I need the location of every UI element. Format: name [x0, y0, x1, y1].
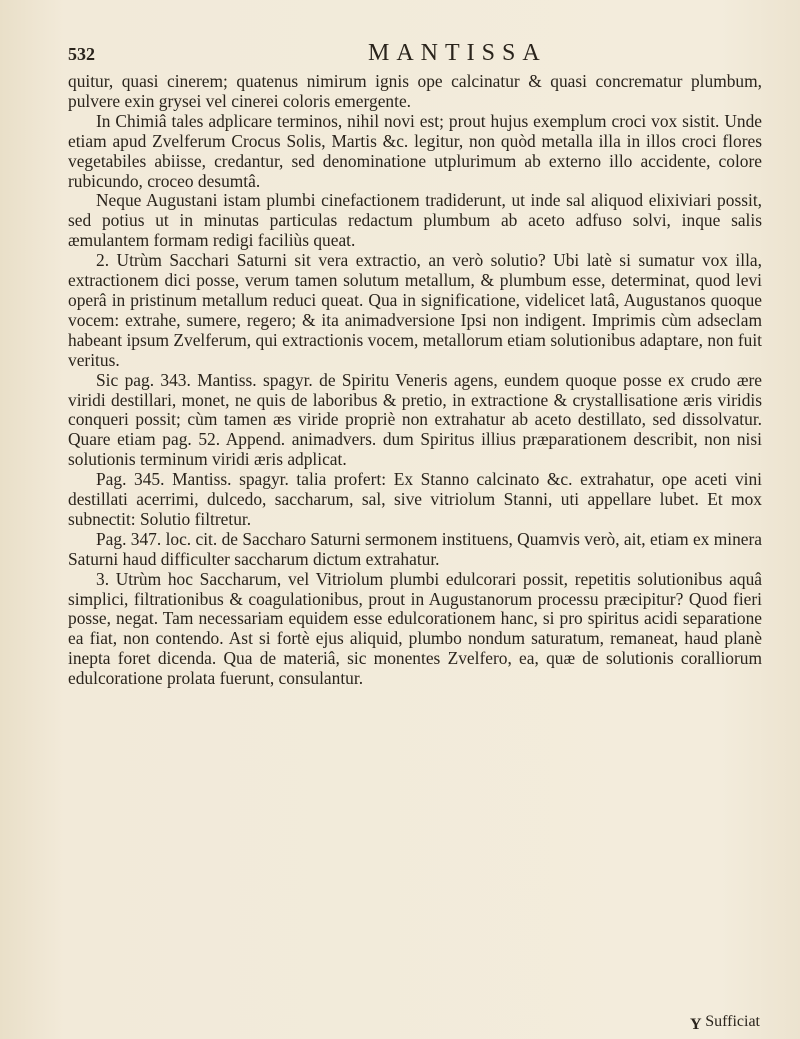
- paragraph-8: 3. Utrùm hoc Saccharum, vel Vitriolum plumbi edulcorari possit, repetitis solutionibus aquâ simplici, filtrationibus & coagulationibus, prout in Augustanorum processu præcipitur? Quod fieri posse, negat. Tam necessariam equidem esse edulcorationem hanc, si pro spiritus acidi separatione ea fiat, non contendo. Ast si fortè ejus aliquid, plumbo nondum saturatum, remaneat, haud planè inepta foret dicenda. Qua de materiâ, sic monentes Zvelfero, ea, quæ de solutionis coralliorum edulcoratione prolata fuerunt, consulantur.: [68, 568, 762, 689]
- paragraph-6: Pag. 345. Mantiss. spagyr. talia profert: Ex Stanno calcinato &c. extrahatur, ope aceti vini destillati acerrimi, dulcedo, saccharum, sal, sive vitriolum Stanni, uti appellare lubet. Et mox subnectit: Solutio filtretur.: [68, 469, 762, 529]
- paragraph-2: In Chimiâ tales adplicare terminos, nihil novi est; prout hujus exemplum croci vox sistit. Unde etiam apud Zvelferum Crocus Solis, Martis &c. legitur, non quòd metalla illa in illos croci flores vegetabiles abiisse, credantur, sed denominatione utplurimum ab externo illo accidente, colore rubicundo, croceo desumtâ.: [68, 110, 762, 191]
- paragraph-1: quitur, quasi cinerem; quatenus nimirum ignis ope calcinatur & quasi concrematur plumbum, pulvere exin grysei vel cinerei coloris emergente.: [68, 71, 762, 111]
- page-number: 532: [68, 44, 95, 64]
- signature-mark: Y: [690, 1016, 702, 1033]
- running-head: MANTISSA: [368, 40, 547, 66]
- text-body: [68, 72, 762, 689]
- paragraph-4: 2. Utrùm Sacchari Saturni sit vera extractio, an verò solutio? Ubi latè si sumatur vox illa, extractionem dici posse, verum tamen solutum metallum, & plumbum esse, determinat, quod levi operâ in pristinum metallum reduci queat. Qua in significatione, videlicet latâ, Augustanos quoque vocem: extrahe, sumere, regero; & ita animadversione Ipsi non indigent. Imprimis cùm adseclam habeant ipsum Zvelferum, qui extractionis vocem, metallorum etiam solutionibus adaptare, non fuit veritus.: [68, 250, 762, 370]
- paragraph-5: Sic pag. 343. Mantiss. spagyr. de Spiritu Veneris agens, eundem quoque posse ex crudo ære viridi destillari, monet, ne quis de laboribus & pretio, in extractione & crystallisatione æris viridis conqueri possit; cùm tamen æs viride propriè non extrahatur ab aceto destillato, sed dissolvatur. Quare etiam pag. 52. Append. animadvers. dum Spiritus illius præparationem describit, non nisi solutionis terminum viridi æris adplicat.: [68, 369, 762, 470]
- page-header: [68, 40, 740, 68]
- paragraph-7: Pag. 347. loc. cit. de Saccharo Saturni sermonem instituens, Quamvis verò, ait, etiam ex minera Saturni haud difficulter saccharum dictum extrahatur.: [68, 528, 762, 569]
- catchword: Sufficiat: [705, 1013, 760, 1030]
- paragraph-3: Neque Augustani istam plumbi cinefactionem tradiderunt, ut inde sal aliquod elixiviari possit, sed potius ut in minutas particulas redactum plumbum ab aceto adfuso solvi, inque salis æmulantem formam redigi faciliùs queat.: [68, 190, 762, 251]
